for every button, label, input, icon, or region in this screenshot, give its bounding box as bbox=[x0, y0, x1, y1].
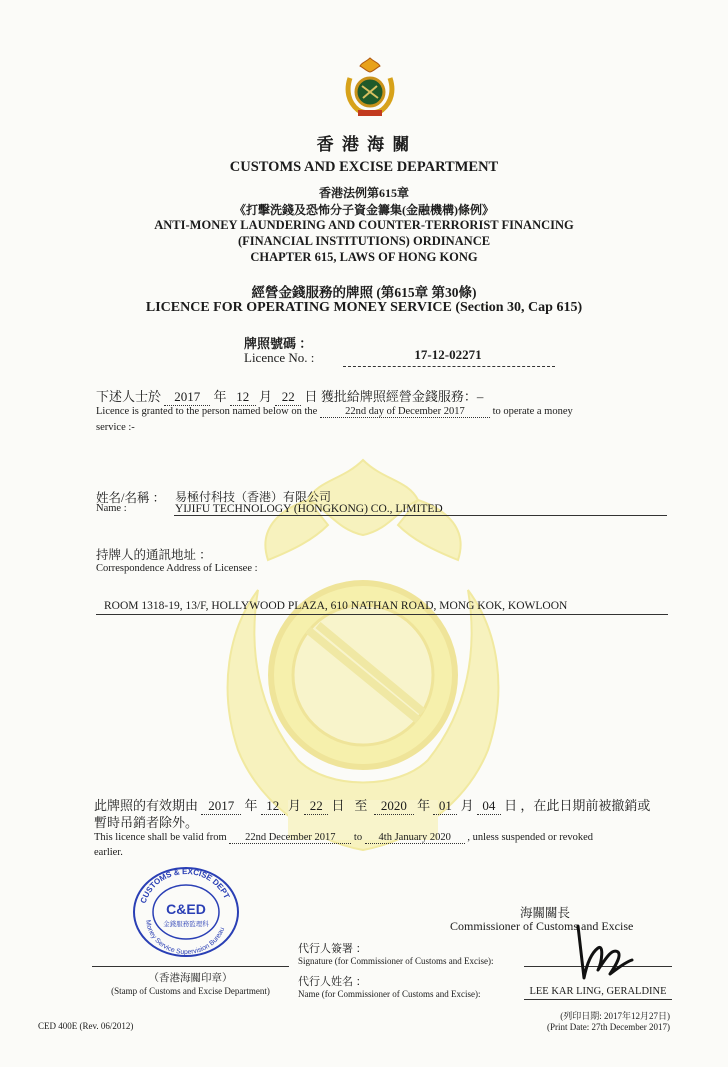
validity-from-day-label: 日 bbox=[331, 798, 345, 813]
grant-suffix-cn: 獲批給牌照經營金錢服務：– bbox=[320, 389, 484, 404]
licence-no-label-cn: 牌照號碼 ： bbox=[244, 336, 313, 351]
licence-title-cn: 經營金錢服務的牌照 (第615章 第30條) bbox=[251, 285, 477, 300]
validity-to-cn: 至 bbox=[354, 798, 368, 813]
validity-from-month-label: 月 bbox=[288, 798, 302, 813]
ordinance-cn: 《打擊洗錢及恐怖分子資金籌集(金融機構)條例》 bbox=[234, 203, 494, 217]
validity-to-month-label: 月 bbox=[460, 798, 474, 813]
address-underline bbox=[96, 614, 668, 615]
ordinance-en-line1: ANTI-MONEY LAUNDERING AND COUNTER-TERRORIST FINANCING bbox=[154, 218, 574, 232]
chapter-en: CHAPTER 615, LAWS OF HONG KONG bbox=[250, 250, 478, 264]
validity-to-day: 04 bbox=[477, 798, 501, 815]
validity-to-day-label: 日 bbox=[504, 798, 518, 813]
grant-month: 12 bbox=[230, 389, 256, 406]
validity-prefix-en: This licence shall be valid from bbox=[94, 832, 227, 843]
address-label-cn: 持牌人的通訊地址 ： bbox=[96, 548, 212, 562]
licence-no-underline bbox=[343, 366, 555, 367]
commissioner-title-en: Commissioner of Customs and Excise bbox=[450, 919, 634, 933]
licence-title-en: LICENCE FOR OPERATING MONEY SERVICE (Section 30, Cap 615) bbox=[145, 300, 583, 315]
validity-from-year-label: 年 bbox=[244, 798, 258, 813]
grant-month-label: 月 bbox=[259, 389, 273, 404]
validity-to-year: 2020 bbox=[374, 798, 414, 815]
commissioner-title-cn: 海關關長 bbox=[520, 906, 571, 920]
licence-no-value: 17-12-02271 bbox=[414, 347, 482, 362]
name-label-sign-en: Name (for Commissioner of Customs and Excise): bbox=[298, 989, 481, 999]
customs-emblem bbox=[344, 56, 396, 118]
grant-prefix-cn: 下述人士於 bbox=[96, 389, 162, 404]
validity-line-en bbox=[94, 832, 593, 844]
grant-day-label: 日 bbox=[304, 389, 318, 404]
validity-from-en: 22nd December 2017 bbox=[229, 832, 351, 844]
commissioner-name-line bbox=[524, 999, 672, 1000]
validity-to-month: 01 bbox=[433, 798, 457, 815]
grant-line-en bbox=[96, 406, 573, 418]
grant-date-en: 22nd day of December 2017 bbox=[320, 406, 490, 418]
stamp-center-text: C&ED bbox=[166, 901, 206, 917]
validity-line-en-2: earlier. bbox=[94, 847, 123, 858]
validity-from-month: 12 bbox=[261, 798, 285, 815]
validity-suffix-cn: ，在此日期前被撤銷或 bbox=[520, 798, 651, 813]
print-date-en: (Print Date: 27th December 2017) bbox=[547, 1022, 670, 1032]
stamp-label-en: (Stamp of Customs and Excise Department) bbox=[111, 986, 270, 996]
stamp-bottom-arc: Money Service Supervision Bureau bbox=[143, 919, 227, 957]
validity-line-cn-2: 暫時吊銷者除外。 bbox=[94, 815, 199, 830]
name-value-en: YIJIFU TECHNOLOGY (HONGKONG) CO., LIMITED bbox=[175, 503, 443, 515]
name-value-cn: 易極付科技（香港）有限公司 bbox=[175, 490, 332, 504]
validity-suffix-en: , unless suspended or revoked bbox=[467, 832, 594, 843]
name-label-en: Name : bbox=[96, 503, 127, 514]
signature-label-en: Signature (for Commissioner of Customs and Excise): bbox=[298, 956, 494, 966]
ordinance-en-line2: (FINANCIAL INSTITUTIONS) ORDINANCE bbox=[237, 234, 491, 248]
department-stamp bbox=[130, 866, 242, 958]
validity-to-en: 4th January 2020 bbox=[365, 832, 465, 844]
stamp-label-cn: （香港海關印章） bbox=[148, 973, 233, 984]
stamp-inner-cn: 金錢服務監理科 bbox=[163, 921, 209, 928]
address-value: ROOM 1318-19, 13/F, HOLLYWOOD PLAZA, 610 NATHAN ROAD, MONG KOK, KOWLOON bbox=[104, 600, 568, 612]
form-code: CED 400E (Rev. 06/2012) bbox=[38, 1021, 134, 1031]
grant-line-cn bbox=[96, 386, 483, 406]
grant-year-label: 年 bbox=[213, 389, 227, 404]
validity-from-year: 2017 bbox=[201, 798, 241, 815]
department-title-cn: 香 港 海 關 bbox=[316, 135, 412, 154]
grant-prefix-en: Licence is granted to the person named below on the bbox=[96, 406, 318, 417]
validity-to-word: to bbox=[353, 832, 363, 843]
commissioner-name-value: LEE KAR LING, GERALDINE bbox=[529, 986, 667, 997]
name-underline bbox=[174, 515, 667, 516]
department-title-en: CUSTOMS AND EXCISE DEPARTMENT bbox=[229, 159, 499, 175]
chapter-cn: 香港法例第615章 bbox=[318, 186, 409, 200]
address-label-en: Correspondence Address of Licensee : bbox=[96, 563, 258, 574]
licence-no-label-en: Licence No. : bbox=[244, 350, 315, 365]
grant-suffix-en: to operate a money bbox=[492, 406, 573, 417]
grant-day: 22 bbox=[275, 389, 301, 406]
stamp-line bbox=[92, 966, 289, 967]
grant-year: 2017 bbox=[164, 389, 210, 406]
name-label-cn: 姓名/名稱 ： bbox=[96, 491, 166, 505]
handwritten-signature bbox=[568, 918, 638, 984]
name-label-sign-cn: 代行人姓名 ： bbox=[298, 976, 367, 988]
validity-to-year-label: 年 bbox=[417, 798, 431, 813]
validity-from-day: 22 bbox=[304, 798, 328, 815]
validity-prefix-cn: 此牌照的有效期由 bbox=[94, 798, 199, 813]
grant-line-en-2: service :- bbox=[96, 422, 135, 433]
signature-label-cn: 代行人簽署 ： bbox=[298, 943, 367, 955]
stamp-top-arc: CUSTOMS & EXCISE DEPT bbox=[138, 866, 232, 905]
print-date-cn: (列印日期: 2017年12月27日) bbox=[560, 1011, 670, 1021]
